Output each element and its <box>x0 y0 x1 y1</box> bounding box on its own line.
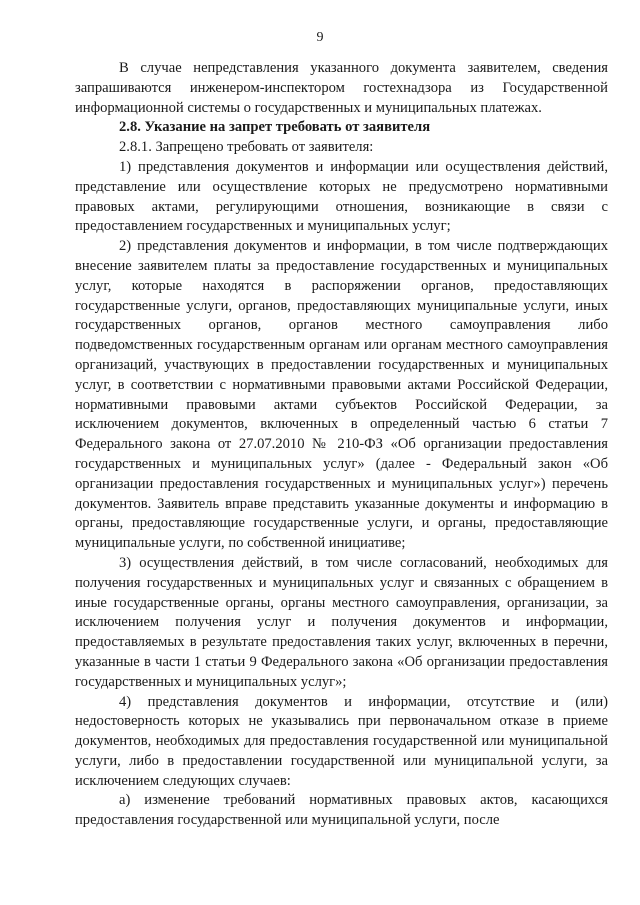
page-number: 9 <box>316 30 324 45</box>
paragraph-item-1: 1) представления документов и информации или осуществления действий, представление или осуществление которых не предусмотрено нормативными правовых актами, регулирующими отношения, возникающие в связи с предоставлением государственных и муниципальных услуг; <box>75 158 608 235</box>
paragraph-item-4a: а) изменение требований нормативных правовых актов, касающихся предоставления государственной или муниципальной услуги, после <box>75 792 608 829</box>
paragraph-item-4: 4) представления документов и информации, отсутствие и (или) недостоверность которых не указывались при первоначальном отказе в приеме документов, необходимых для предоставления государственной или муниципальной услуги, либо в предоставлении государственной или муниципальной услуги, за исключением следующих случаев: <box>75 693 608 789</box>
document-body <box>75 59 608 831</box>
paragraph-item-3: 3) осуществления действий, в том числе согласований, необходимых для получения государственных и муниципальных услуг и связанных с обращением в иные государственные органы, органы местного самоуправления, организации, за исключением получения услуг и получения документов и информации, предоставляемых в результате предоставления таких услуг, включенных в перечни, указанные в части 1 статьи 9 Федерального закона «Об организации предоставления государственных и муниципальных услуг»; <box>75 554 608 690</box>
section-heading: 2.8. Указание на запрет требовать от заявителя <box>119 119 431 136</box>
paragraph-missing-document: В случае непредставления указанного документа заявителем, сведения запрашиваются инженером-инспектором гостехнадзора из Государственной информационной системы о государственных и муниципальных платежах. <box>75 60 608 116</box>
paragraph-item-2: 2) представления документов и информации, в том числе подтверждающих внесение заявителем платы за предоставление государственных и муниципальных услуг, которые находятся в распоряжении органов, предоставляющих государственные услуги, органов, предоставляющих муниципальные услуги, иных государственных органов, органов местного самоуправления либо подведомственных государственным органам или органам местного самоуправления организаций, участвующих в предоставлении государственных и муниципальных услуг, в соответствии с нормативными правовыми актами Российской Федерации, нормативными правовыми актами субъектов Российской Федерации, за исключением документов, включенных в определенный частью 6 статьи 7 Федерального закона от 27.07.2010 № 210-ФЗ «Об организации предоставления государственных и муниципальных услуг» (далее - Федеральный закон «Об организации предоставления государственных и муниципальных услуг») перечень документов. Заявитель вправе представить указанные документы и информацию в органы, предоставляющие государственные услуги, и органы, предоставляющие муниципальные услуги, по собственной инициативе; <box>75 238 608 552</box>
paragraph-prohibited-intro: 2.8.1. Запрещено требовать от заявителя: <box>119 139 374 156</box>
